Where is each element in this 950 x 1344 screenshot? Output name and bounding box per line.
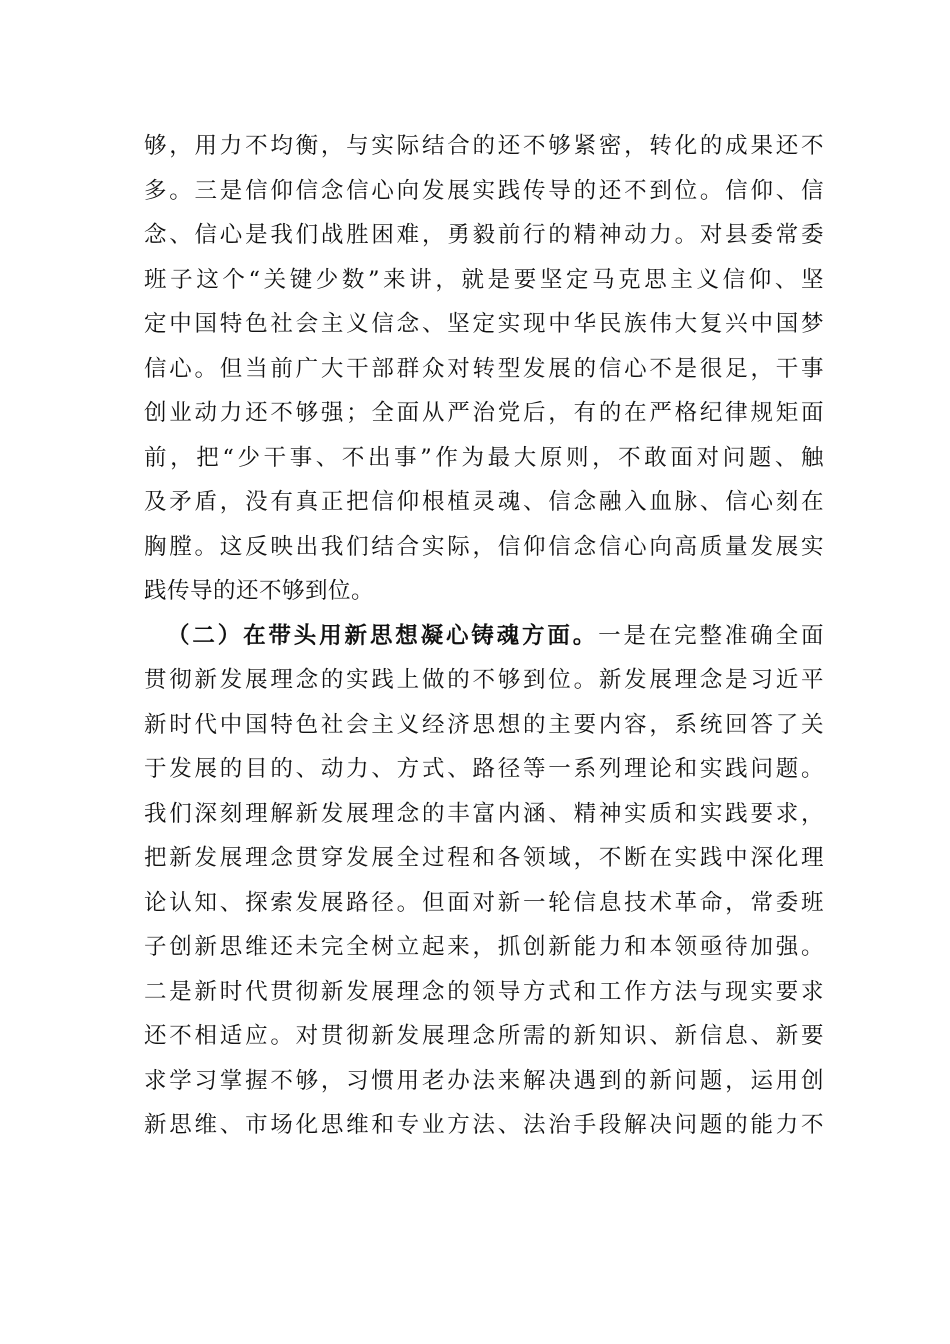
section-heading-continuation: 一是在完整准确全面 <box>598 622 824 649</box>
text-line: 论认知、探索发展路径。但面对新一轮信息技术革命，常委班 <box>144 889 824 916</box>
text-line: 于发展的目的、动力、方式、路径等一系列理论和实践问题。 <box>144 756 824 782</box>
text-line: 我们深刻理解新发展理念的丰富内涵、精神实质和实践要求， <box>144 800 824 827</box>
section-heading-line <box>144 614 824 659</box>
text-line: 子创新思维还未完全树立起来，抓创新能力和本领亟待加强。 <box>144 934 824 960</box>
text-line: 定中国特色社会主义信念、坚定实现中华民族伟大复兴中国梦 <box>144 311 824 337</box>
text-line: 求学习掌握不够，习惯用老办法来解决遇到的新问题，运用创 <box>144 1067 824 1094</box>
text-line: 及矛盾，没有真正把信仰根植灵魂、信念融入血脉、信心刻在 <box>144 489 824 515</box>
text-line: 胸膛。这反映出我们结合实际，信仰信念信心向高质量发展实 <box>144 533 824 560</box>
text-line: 把新发展理念贯穿发展全过程和各领域，不断在实践中深化理 <box>144 845 824 871</box>
text-line: 够，用力不均衡，与实际结合的还不够紧密，转化的成果还不 <box>144 133 824 159</box>
text-line: 贯彻新发展理念的实践上做的不够到位。新发展理念是习近平 <box>144 667 824 693</box>
text-line: 创业动力还不够强；全面从严治党后，有的在严格纪律规矩面 <box>144 400 824 426</box>
section-heading: （二）在带头用新思想凝心铸魂方面。 <box>167 622 599 649</box>
text-line: 前，把“少干事、不出事”作为最大原则，不敢面对问题、触 <box>144 444 824 471</box>
text-line: 多。三是信仰信念信心向发展实践传导的还不到位。信仰、信 <box>144 177 824 204</box>
document-body <box>144 124 824 1148</box>
text-line: 念、信心是我们战胜困难，勇毅前行的精神动力。对县委常委 <box>144 222 824 248</box>
text-line: 新时代中国特色社会主义经济思想的主要内容，系统回答了关 <box>144 711 824 738</box>
paragraph-end-line: 践传导的还不够到位。 <box>144 578 375 604</box>
text-line: 新思维、市场化思维和专业方法、法治手段解决问题的能力不 <box>144 1112 824 1138</box>
text-line: 班子这个“关键少数”来讲，就是要坚定马克思主义信仰、坚 <box>144 266 824 293</box>
text-line: 二是新时代贯彻新发展理念的领导方式和工作方法与现实要求 <box>144 978 824 1005</box>
text-line: 信心。但当前广大干部群众对转型发展的信心不是很足，干事 <box>144 355 824 382</box>
text-line: 还不相适应。对贯彻新发展理念所需的新知识、新信息、新要 <box>144 1023 824 1049</box>
